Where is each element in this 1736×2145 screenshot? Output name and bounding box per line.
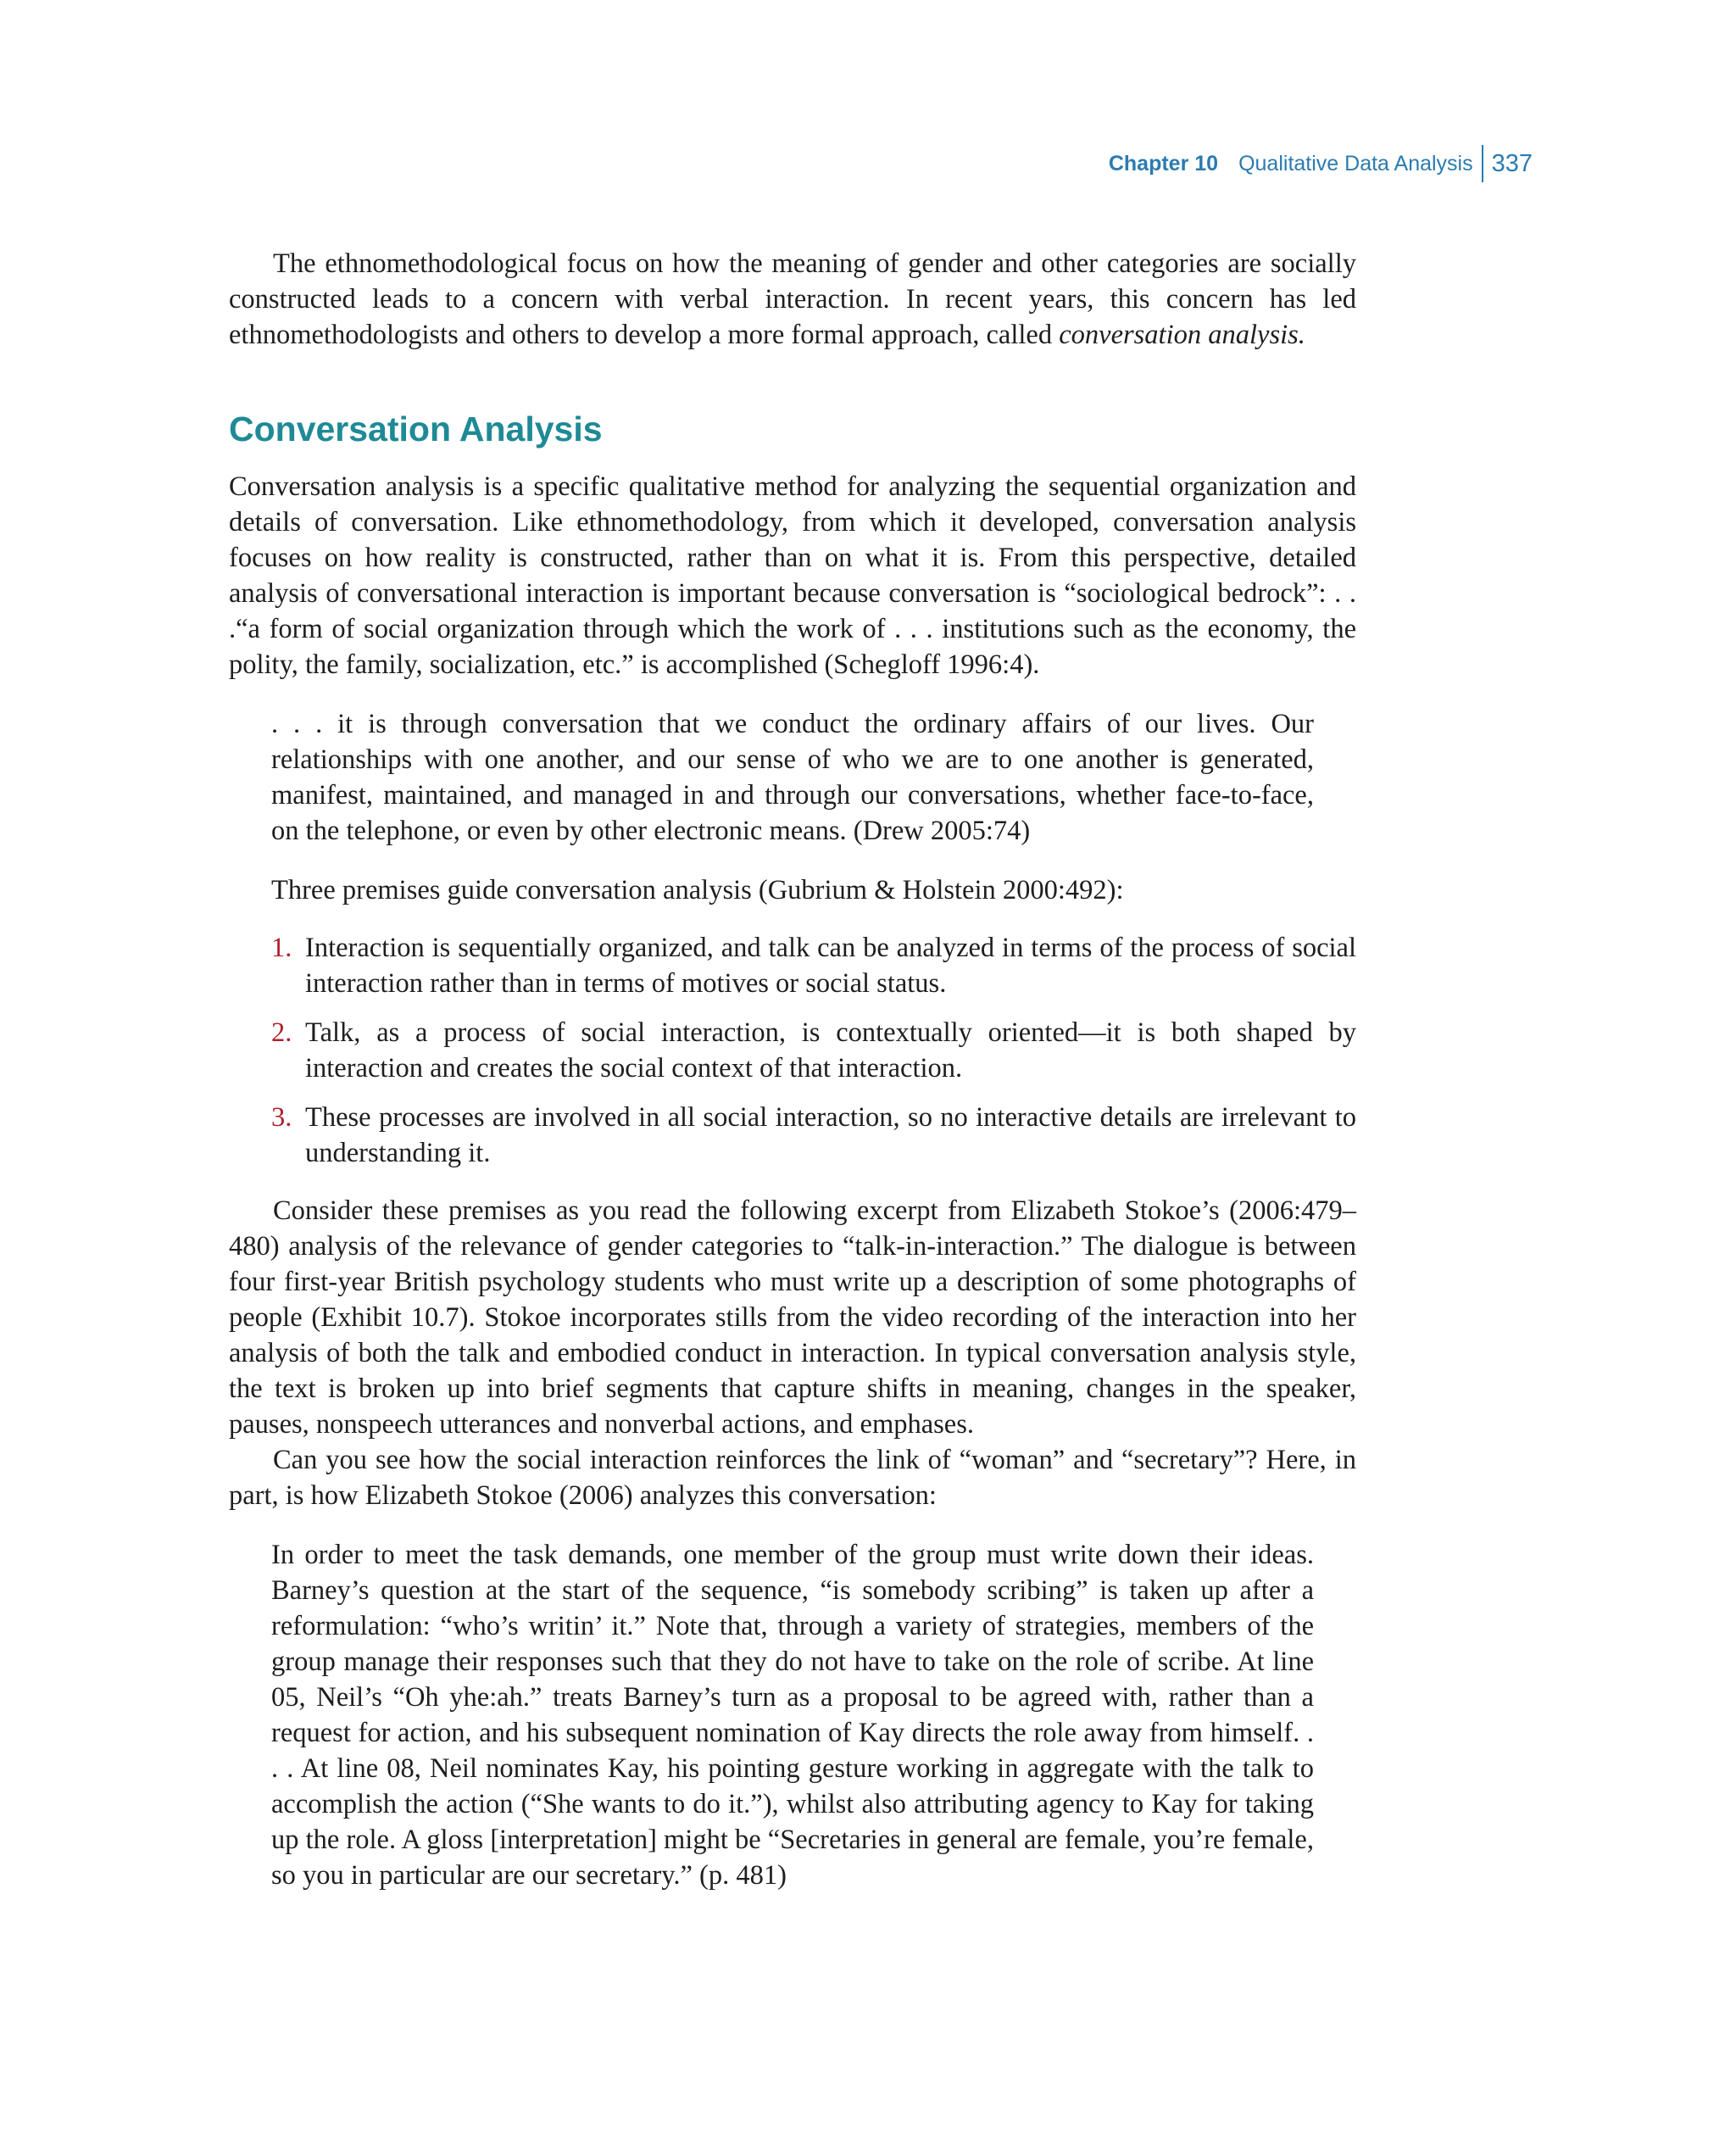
list-item-text: These processes are involved in all social interaction, so no interactive details are irrelevant to understanding it. xyxy=(305,1102,1356,1168)
section-paragraph-2: Consider these premises as you read the following excerpt from Elizabeth Stokoe’s (2006:479–480) analysis of the relevance of gender categories to “talk-in-interaction.” The dialogue is between four first-year British psychology students who must write up a description of some photographs of people (Exhibit 10.7). Stokoe incorporates stills from the video recording of the interaction into her analysis of both the talk and embodied conduct in interaction. In typical conversation analysis style, the text is broken up into brief segments that capture shifts in meaning, changes in the speaker, pauses, nonspeech utterances and nonverbal actions, and emphases. xyxy=(229,1195,1356,1440)
intro-term: conversation analysis. xyxy=(1059,320,1305,350)
premises-lead-in: Three premises guide conversation analysis (Gubrium & Holstein 2000:492): xyxy=(271,875,1124,905)
chapter-title: Qualitative Data Analysis xyxy=(1238,151,1473,176)
section-paragraph-1: Conversation analysis is a specific qualitative method for analyzing the sequential organization and details of conversation. Like ethnomethodology, from which it developed, conversation analysis focuses on how reality is constructed, rather than on what it is. From this perspective, detailed analysis of conversational interaction is important because conversation is “sociological bedrock”: . . .“a form of social organization through which the work of . . . institutions such as the economy, the polity, the family, socialization, etc.” is accomplished (Schegloff 1996:4). xyxy=(229,471,1356,680)
list-item-number: 1. xyxy=(271,933,292,963)
list-item xyxy=(271,930,1356,1001)
chapter-label: Chapter 10 xyxy=(1108,151,1219,176)
header-divider xyxy=(1482,145,1483,182)
section-heading: Conversation Analysis xyxy=(229,410,603,448)
page-body xyxy=(229,246,1356,1893)
list-item-number: 3. xyxy=(271,1102,292,1133)
list-item-text: Talk, as a process of social interaction, is contextually oriented—it is both shaped by interaction and creates the social context of that interaction. xyxy=(305,1017,1356,1084)
list-item-number: 2. xyxy=(271,1017,292,1048)
list-item xyxy=(271,1015,1356,1086)
block-quote-1 xyxy=(271,706,1314,849)
section-paragraph-3: Can you see how the social interaction reinforces the link of “woman” and “secretary”? Here, in part, is how Elizabeth Stokoe (2006) analyzes this conversation: xyxy=(229,1445,1356,1511)
block-quote-2 xyxy=(271,1537,1314,1893)
premise-list xyxy=(229,930,1356,1171)
block-quote-2-text: In order to meet the task demands, one member of the group must write down their ideas. Barney’s question at the start of the sequence, “is somebody scribing” is taken up after a reformulation: “who’s writin’ it.” Note that, through a variety of strategies, members of the group manage their responses such that they do not have to take on the role of scribe. At line 05, Neil’s “Oh yhe:ah.” treats Barney’s turn as a proposal to be agreed with, rather than a request for action, and his subsequent nomination of Kay directs the role away from himself. . . . At line 08, Neil nominates Kay, his pointing gesture working in aggregate with the talk to accomplish the action (“She wants to do it.”), whilst also attributing agency to Kay for taking up the role. A gloss [interpretation] might be “Secretaries in general are female, you’re female, so you in particular are our secretary.” (p. 481) xyxy=(271,1540,1314,1891)
list-item-text: Interaction is sequentially organized, and talk can be analyzed in terms of the process of social interaction rather than in terms of motives or social status. xyxy=(305,933,1356,999)
running-header xyxy=(932,142,1533,185)
intro-paragraph-text: The ethnomethodological focus on how the meaning of gender and other categories are socially constructed leads to a concern with verbal interaction. In recent years, this concern has led ethnomethodologists and others to develop a more formal approach, called xyxy=(229,248,1356,350)
list-item xyxy=(271,1100,1356,1171)
page-number: 337 xyxy=(1491,149,1533,177)
block-quote-1-text: . . . it is through conversation that we conduct the ordinary affairs of our lives. Our relationships with one another, and our sense of who we are to one another is generated, manifest, maintained, and managed in and through our conversations, whether face-to-face, on the telephone, or even by other electronic means. (Drew 2005:74) xyxy=(271,709,1314,846)
intro-paragraph xyxy=(229,246,1356,353)
